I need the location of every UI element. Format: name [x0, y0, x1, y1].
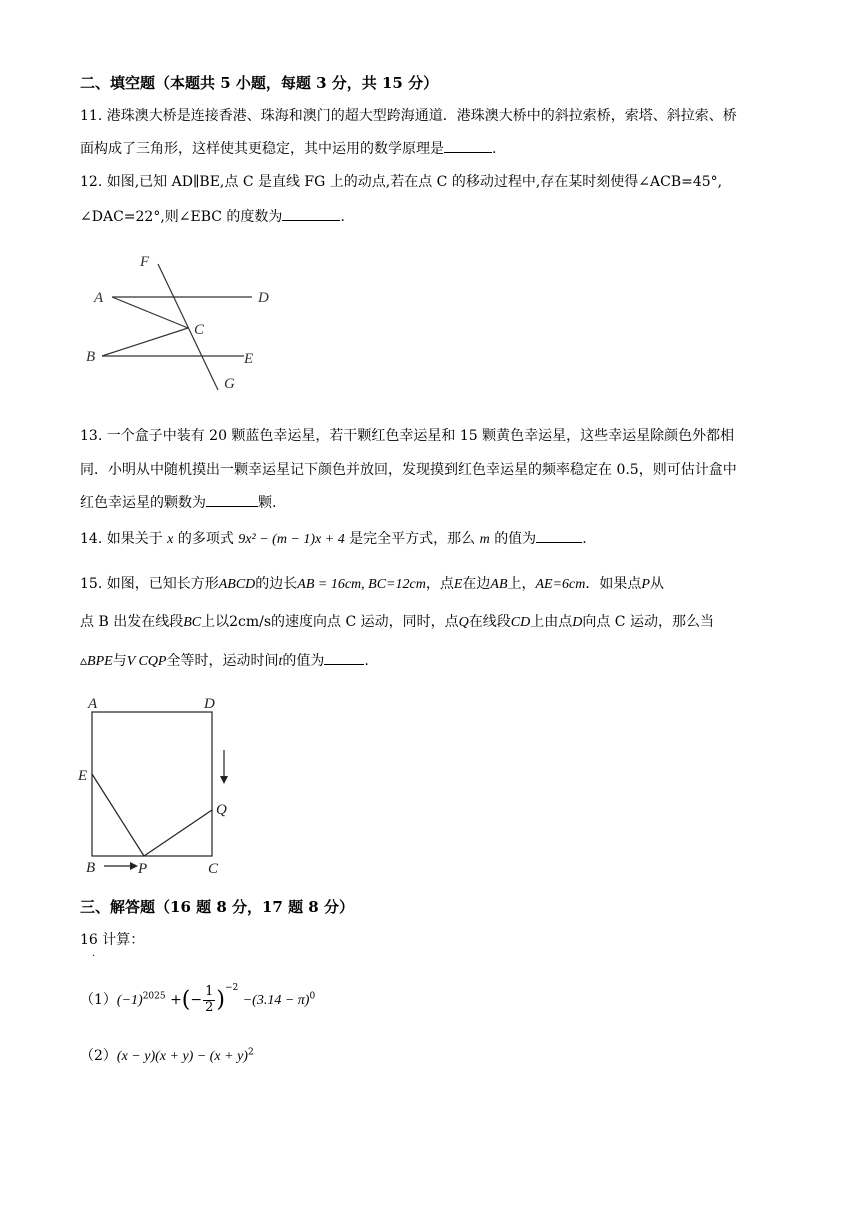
segment-bc [102, 328, 188, 356]
arrow-down-icon [220, 776, 228, 784]
q15-t: t [278, 654, 283, 669]
label-g: G [224, 376, 235, 392]
q14-var-m: m [479, 532, 490, 547]
q16-part1 [80, 982, 785, 1017]
q11-line2 [80, 138, 785, 160]
q15-line2 [80, 612, 785, 633]
q15-figure [74, 692, 244, 882]
q15-l2a: 点 B 出发在线段 [80, 614, 184, 630]
q12-figure [80, 248, 280, 398]
q15-d: D [572, 615, 583, 630]
label-b: B [86, 860, 96, 876]
label-e: E [244, 351, 254, 367]
q14-line [80, 528, 785, 550]
q15-ae: AE=6cm [535, 577, 586, 592]
q14-mid1: 的多项式 [177, 531, 234, 547]
q15-triangle-cqp: V CQP [126, 654, 167, 669]
q15-p: P [641, 577, 650, 592]
q16-p2-expr: (x − y)(x + y) − (x + y) [116, 1049, 248, 1064]
q12-answer-blank [282, 206, 340, 221]
q16-p2-exp: 2 [247, 1047, 254, 1058]
q12-text: ∠DAC=22°,则∠EBC 的度数为 [80, 209, 283, 225]
q15-abcd: ABCD [218, 577, 256, 592]
q16-p1-exp2: −2 [225, 983, 239, 993]
q11-line1: 11. 港珠澳大桥是连接香港、珠海和澳门的超大型跨海通道．港珠澳大桥中的斜拉索桥，索塔、斜拉索、桥 [80, 108, 737, 124]
q15-l2c: 的速度向点 C 运动，同时，点 [271, 614, 459, 630]
q16-p1-open-paren: ( [181, 987, 191, 1013]
q15-speed: 2cm/s [229, 614, 272, 630]
q16-part2 [80, 1046, 785, 1067]
q15-line1 [80, 574, 785, 595]
segment-pq [144, 810, 212, 856]
q15-l2d: 在线段 [468, 614, 511, 630]
label-d: D [204, 696, 215, 712]
q15-dims: AB = 16cm, BC=12cm [297, 577, 426, 592]
q15-ab: AB [490, 577, 508, 592]
q15-l3b: 全等时，运动时间 [166, 653, 279, 669]
q16-p1-term3: −(3.14 − π) [242, 993, 310, 1008]
label-q: Q [216, 802, 227, 818]
q15-l1c: ，点 [425, 576, 454, 592]
q15-l3c: 的值为 [282, 653, 325, 669]
q15-q: Q [458, 615, 469, 630]
q16-p1-plus: + [170, 992, 182, 1008]
segment-ac [112, 297, 188, 328]
label-f: F [140, 254, 150, 270]
label-e: E [78, 768, 88, 784]
label-b: B [86, 349, 96, 365]
q16-p1-label: （1） [80, 992, 117, 1008]
label-c: C [208, 861, 219, 877]
q16-p1-base: (−1) [116, 993, 143, 1008]
q15-cd: CD [510, 615, 531, 630]
q16-p2-label: （2） [80, 1048, 117, 1064]
q15-line3 [80, 650, 785, 672]
q13-text: 红色幸运星的颗数为 [80, 495, 206, 511]
q15-end: . [364, 653, 369, 669]
q15-l2e: 上由点 [530, 614, 573, 630]
q14-mid3: 的值为 [494, 531, 537, 547]
q15-triangle-bpe: ▵BPE [80, 654, 113, 669]
q12-line1: 12. 如图,已知 AD∥BE,点 C 是直线 FG 上的动点,若在点 C 的移动过程中,存在某时刻使得∠ACB=45°, [80, 174, 723, 190]
segment-ep [92, 774, 144, 856]
q16-dot: . [92, 948, 96, 959]
q12-end: . [340, 209, 345, 225]
q14-var-x: x [167, 532, 174, 547]
q16-p1-neg: − [190, 992, 203, 1008]
q15-l2b: 上以 [201, 614, 230, 630]
q16-p1-close-paren: ) [216, 987, 225, 1013]
q14-polynomial: 9x² − (m − 1)x + 4 [238, 532, 345, 547]
q13-line2: 同．小明从中随机摸出一颗幸运星记下颜色并放回，发现摸到红色幸运星的频率稳定在 0.5，则可估计盒中 [80, 462, 737, 478]
q16-p1-fraction [203, 985, 215, 1015]
q15-l3a: 与 [112, 653, 127, 669]
q15-e: E [453, 577, 463, 592]
q15-answer-blank [324, 650, 364, 665]
q14-pre: 14. 如果关于 [80, 531, 163, 547]
arrow-right-icon [130, 862, 138, 870]
q15-l1e: 上， [507, 576, 536, 592]
q16-p1-exp1: 2025 [142, 991, 166, 1002]
q13-line1: 13. 一个盒子中装有 20 颗蓝色幸运星，若干颗红色幸运星和 15 颗黄色幸运星，这些幸运星除颜色外都相 [80, 428, 735, 444]
q15-l1f: ．如果点 [585, 576, 642, 592]
q15-l2f: 向点 C 运动，那么当 [582, 614, 714, 630]
q15-l1b: 的边长 [255, 576, 298, 592]
rectangle-abcd [92, 712, 212, 856]
q15-bc: BC [183, 615, 202, 630]
q15-l1g: 从 [649, 576, 664, 592]
q13-answer-blank [206, 492, 258, 507]
q16-number: 16 [80, 932, 98, 948]
label-a: A [94, 290, 104, 306]
section-3-title: 三、解答题（16 题 8 分，17 题 8 分） [80, 898, 354, 916]
q16-p1-numerator: 1 [205, 984, 214, 1000]
q15-l1d: 在边 [462, 576, 491, 592]
q12-line2 [80, 206, 785, 228]
q13-end: 颗. [258, 495, 277, 511]
q15-l1a: 15. 如图，已知长方形 [80, 576, 219, 592]
q11-end: . [492, 141, 497, 157]
q11-text: 面构成了三角形，这样使其更稳定，其中运用的数学原理是 [80, 141, 444, 157]
q14-mid2: 是完全平方式，那么 [349, 531, 476, 547]
label-a: A [88, 696, 98, 712]
q14-end: . [582, 531, 587, 547]
section-2-title: 二、填空题（本题共 5 小题，每题 3 分，共 15 分） [80, 74, 439, 92]
line-fg [158, 264, 218, 390]
q11-answer-blank [444, 138, 492, 153]
label-c: C [194, 322, 205, 338]
label-p: P [138, 861, 148, 877]
q13-line3 [80, 492, 785, 514]
q16-label: 计算： [102, 932, 145, 948]
q16-p1-denominator: 2 [205, 999, 214, 1015]
q16-p1-exp3: 0 [309, 991, 316, 1002]
label-d: D [258, 290, 269, 306]
q14-answer-blank [536, 528, 582, 543]
